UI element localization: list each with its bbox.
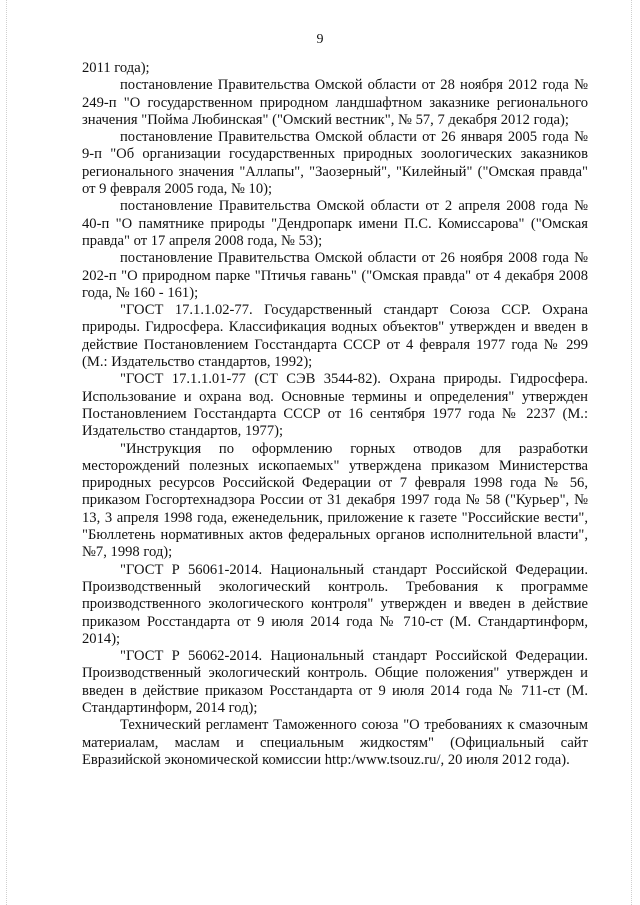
paragraph-resolution-9p: постановление Правительства Омской области от 26 января 2005 года № 9-п "Об организации государственных природных зоологических заказников регионального значения "Аллапы", "Заозерный", "Килейный" ("Омская правда" от 9 февраля 2005 года, № 10); [82, 129, 588, 198]
paragraph-technical-regulation: Технический регламент Таможенного союза "О требованиях к смазочным материалам, маслам и специальным жидкостям" (Официальный сайт Евразийской экономической комиссии http:/www.tsouz.ru/, 20 июля 2012 года). [82, 717, 588, 768]
paragraph-resolution-40p: постановление Правительства Омской области от 2 апреля 2008 года № 40-п "О памятнике природы "Дендропарк имени П.С. Комиссарова" ("Омская правда" от 17 апреля 2008 года, № 53); [82, 198, 588, 249]
paragraph-gost-r-56061-2014: "ГОСТ Р 56061-2014. Национальный стандарт Российской Федерации. Производственный экологический контроль. Требования к программе производственного экологического контроля" утвержден и введен в действие приказом Росстандарта от 9 июля 2014 года № 710-ст (М. Стандартинформ, 2014); [82, 561, 588, 647]
document-body [82, 60, 588, 769]
paragraph-resolution-202p: постановление Правительства Омской области от 26 ноября 2008 года № 202-п "О природном парке "Птичья гавань" ("Омская правда" от 4 декабря 2008 года, № 160 - 161); [82, 250, 588, 301]
paragraph-gost-17-1-1-01-77: "ГОСТ 17.1.1.01-77 (СТ СЭВ 3544-82). Охрана природы. Гидросфера. Использование и охрана вод. Основные термины и определения" утвержден Постановлением Госстандарта СССР от 16 сентября 1977 года № 2237 (М.: Издательство стандартов, 1977); [82, 371, 588, 440]
paragraph-gost-17-1-1-02-77: "ГОСТ 17.1.1.02-77. Государственный стандарт Союза ССР. Охрана природы. Гидросфера. Классификация водных объектов" утвержден и введен в действие Постановлением Госстандарта СССР от 4 февраля 1977 года № 299 (М.: Издательство стандартов, 1992); [82, 302, 588, 371]
paragraph-resolution-249p: постановление Правительства Омской области от 28 ноября 2012 года № 249-п "О государственном природном ландшафтном заказнике регионального значения "Пойма Любинская" ("Омский вестник", № 57, 7 декабря 2012 года); [82, 77, 588, 128]
paragraph-continuation: 2011 года); [82, 60, 150, 76]
paragraph-mining-instruction: "Инструкция по оформлению горных отводов для разработки месторождений полезных ископаемых" утверждена приказом Министерства природных ресурсов Российской Федерации от 7 февраля 1998 года № 56, приказом Госгортехнадзора России от 31 декабря 1997 года № 58 ("Курьер", № 13, 3 апреля 1998 года, еженедельник, приложение к газете "Российские вести", "Бюллетень нормативных актов федеральных органов исполнительной власти", №7, 1998 год); [82, 440, 588, 561]
paragraph-gost-r-56062-2014: "ГОСТ Р 56062-2014. Национальный стандарт Российской Федерации. Производственный экологический контроль. Общие положения" утвержден и введен в действие приказом Росстандарта от 9 июля 2014 года № 711-ст (М. Стандартинформ, 2014 год); [82, 648, 588, 716]
scan-edge-right [631, 0, 633, 905]
scan-edge-left [6, 0, 8, 905]
page-number: 9 [316, 32, 324, 47]
